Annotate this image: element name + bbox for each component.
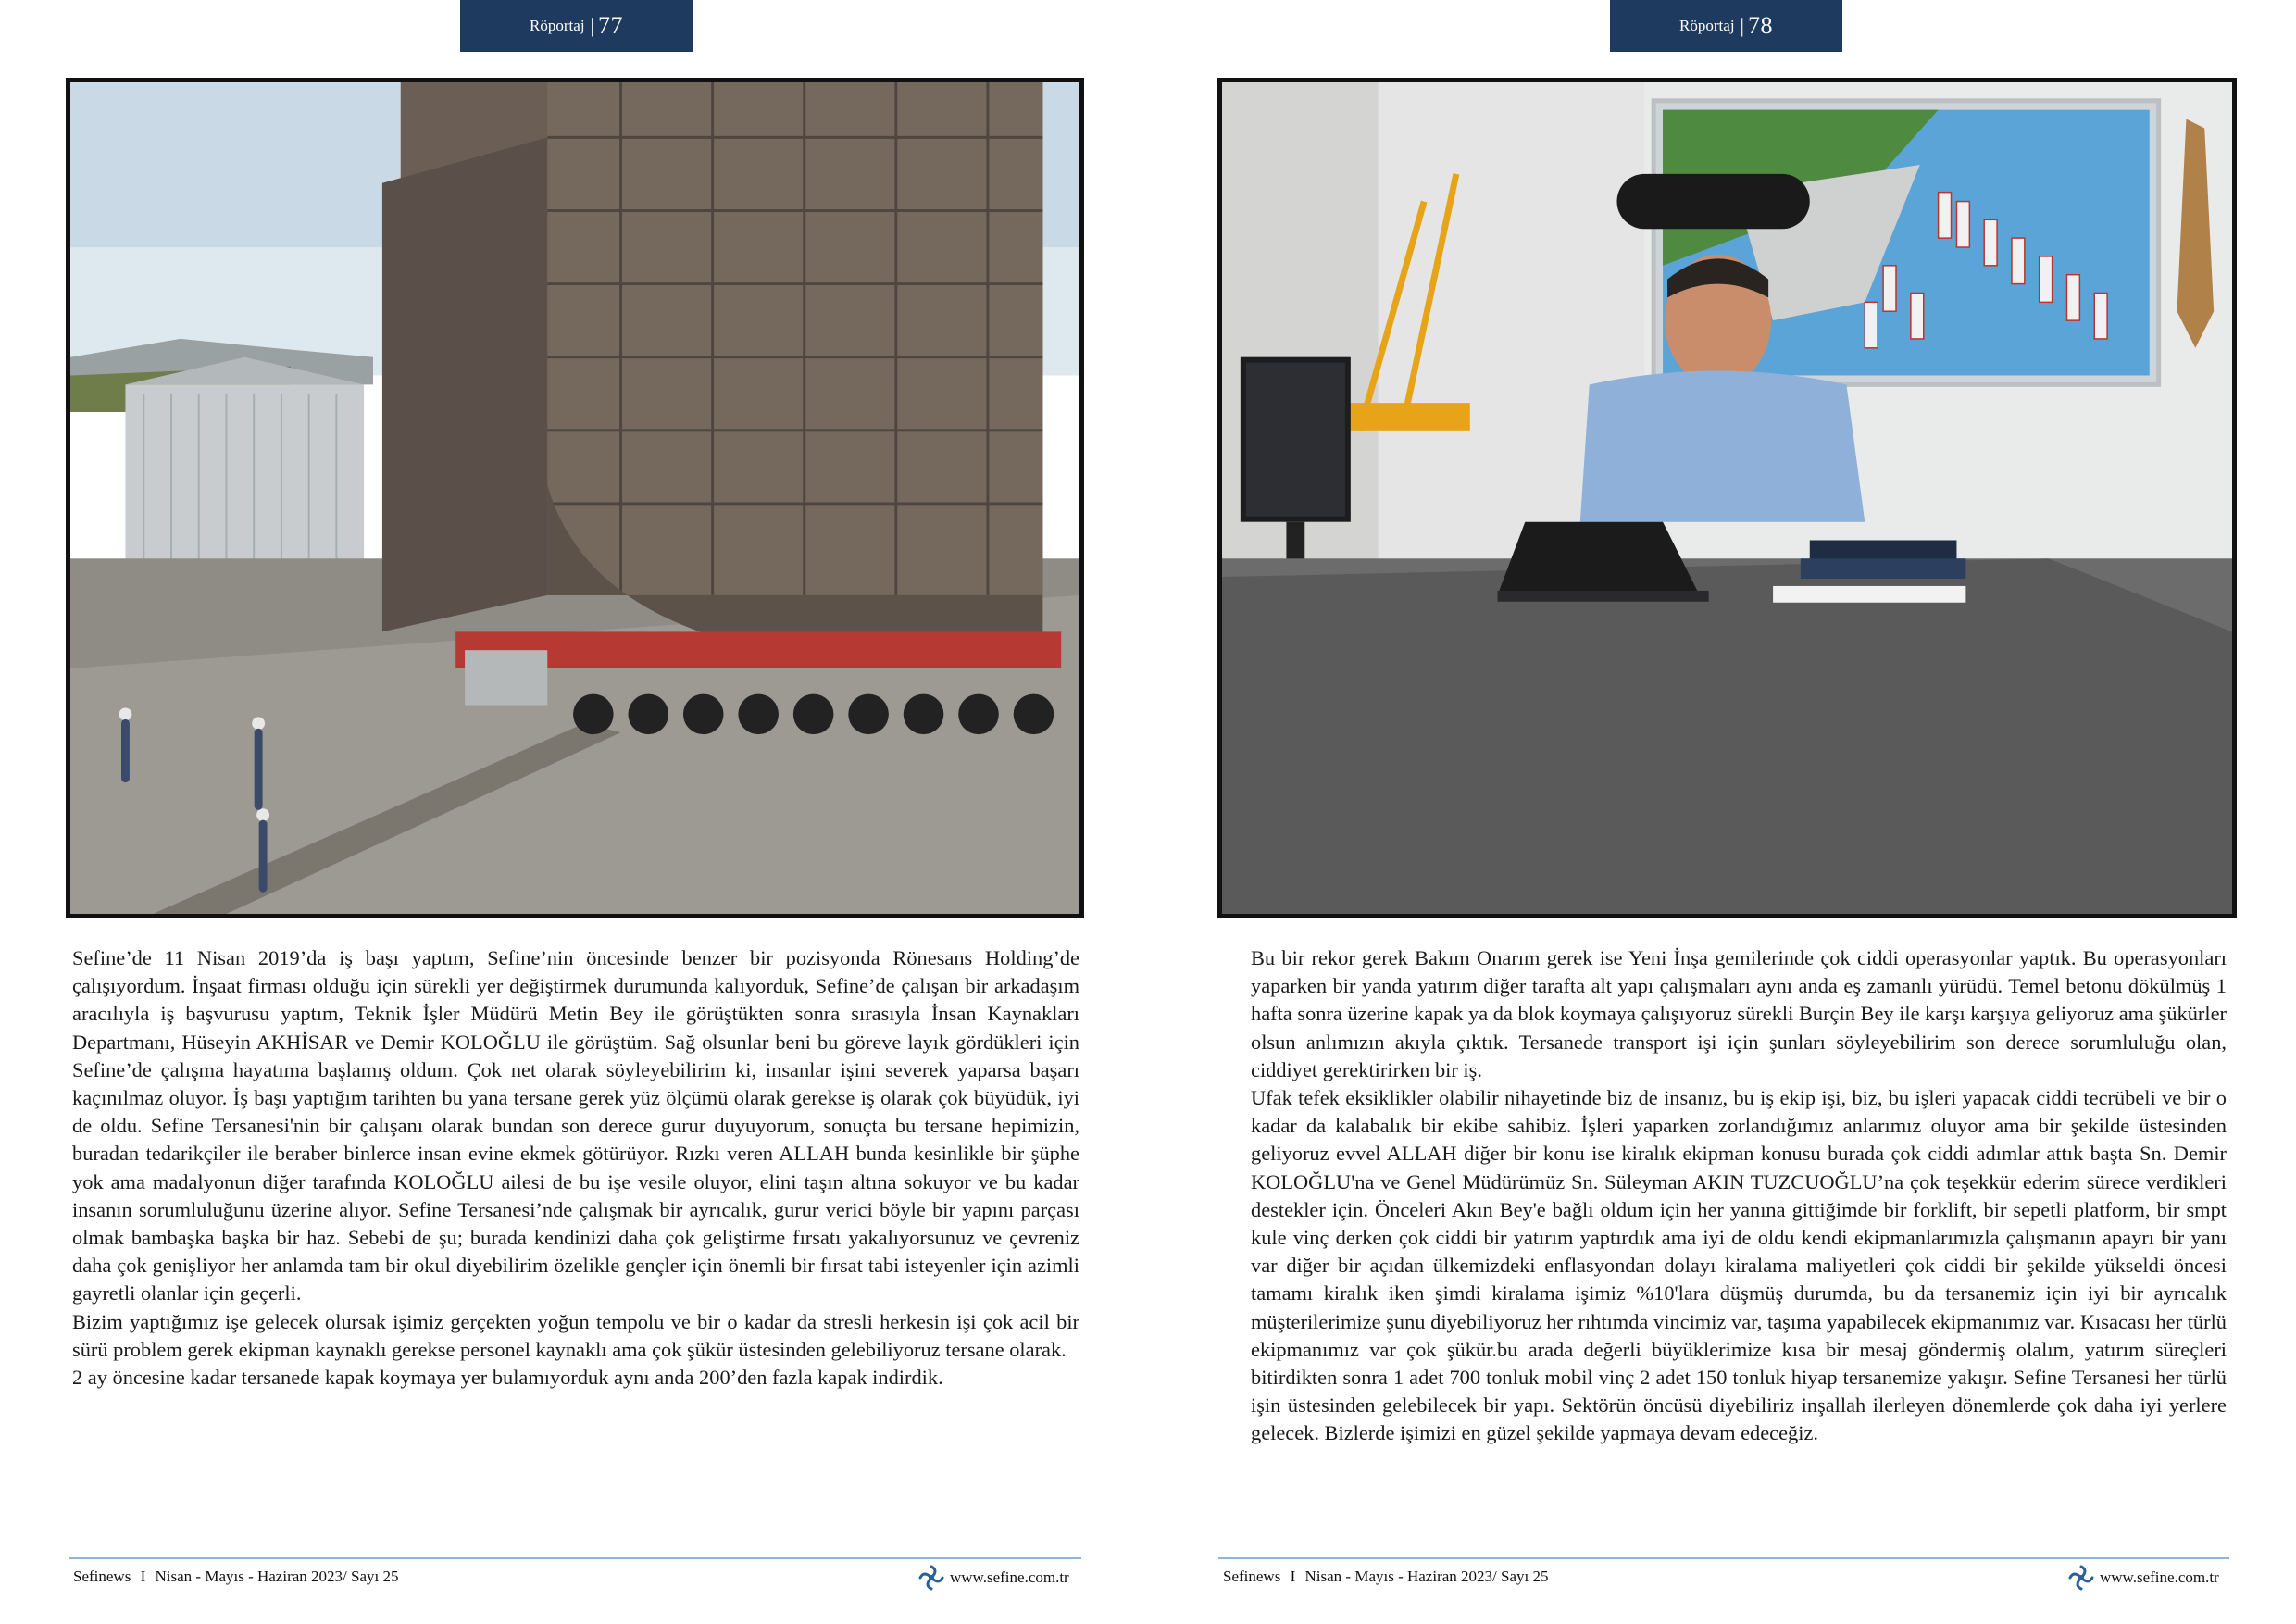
body-paragraph: Sefine’de 11 Nisan 2019’da iş başı yaptım, Sefine’nin öncesinde benzer bir pozisyonda Rönesans Holding’de çalışıyordum. İnşaat firması olduğu için sürekli yer değiştirmek durumunda kalıyorduk, Sefine’de çalışan bir arkadaşım aracılıyla iş başvurusu yaptım, Teknik İşler Müdürü Metin Bey ile görüştükten sonra sırasıyla İnsan Kaynakları Departmanı, Hüseyin AKHİSAR ve Demir KOLOĞLU ile görüştüm. Sağ olsunlar beni bu göreve layık gördükleri için Sefine’de çalışma hayatıma başlamış oldum. Çok net olarak söyleyebilirim ki, insanlar işini severek yaparsa başarı kaçınılmaz oluyor. İş başı yaptığım tarihten bu yana tersane gerek yüz ölçümü olarak gerekse iş olarak çok büyüdük, iyi de oldu. Sefine Tersanesi'nin bir çalışanı olarak bundan son derece gurur duyuyorum, sonuçta bu tersane hepimizin, buradan tedarikçiler ile beraber binlerce insan evine ekmek götürüyor. Rızkı veren ALLAH bunda kesinlikle bir şüphe yok ama madalyonun diğer tarafında KOLOĞLU ailesi de bu işe vesile oluyor, elini taşın altına sokuyor ve bu kadar insanın sorumluluğunu üzerine alıyor. Sefine Tersanesi’nde çalışmak bir ayrıcalık, gurur verici böyle bir yapını parçası olmak bambaşka başka bir haz. Sebebi de şu; burada kendinizi daha çok geliştirme fırsatı yakalıyorsunuz ve çevreniz daha çok genişliyor her anlamda tam bir okul diyebilirim özelikle gençler için önemli bir fırsat tabi isteyenler için azimli gayretli olanlar için geçerli. bbox=[72, 946, 1079, 1305]
article-body bbox=[1251, 944, 2227, 1448]
footer-website bbox=[917, 1563, 1069, 1593]
shipyard-photo bbox=[66, 78, 1084, 918]
article-body bbox=[72, 944, 1079, 1392]
footer-website bbox=[2066, 1563, 2219, 1593]
page-number: 78 bbox=[1747, 12, 1773, 39]
body-paragraph: Bu bir rekor gerek Bakım Onarım gerek ise Yeni İnşa gemilerinde çok ciddi operasyonlar yaptık. Bu operasyonları yaparken bir yanda yatırım diğer tarafta alt yapı çalışmaları aynı anda eş zamanlı yürüdü. Temel betonu dökülmüş 1 hafta sonra üzerine kapak ya da blok koymaya çalışıyoruz sürekli Burçin Bey ile karşı karşıya geliyoruz ama şükürler olsun anlımızın akıyla çıktık. Tersanede transport işi için şunları söyleyebilirim son derece sorumluluğu olan, ciddiyet gerektirirken bir iş. bbox=[1251, 946, 2227, 1081]
office-photo-illustration bbox=[1222, 82, 2232, 914]
tab-separator: | bbox=[590, 14, 594, 37]
section-tab bbox=[1610, 0, 1842, 52]
right-page bbox=[1148, 0, 2296, 1624]
footer-divider bbox=[1218, 1557, 2229, 1559]
website-link[interactable]: www.sefine.com.tr bbox=[950, 1568, 1069, 1586]
tab-separator: | bbox=[1740, 14, 1744, 37]
section-label: Röportaj bbox=[1679, 17, 1735, 34]
body-paragraph: Ufak tefek eksiklikler olabilir nihayetinde biz de insanız, bu iş ekip işi, biz, bu işleri yapacak ciddi tecrübeli ve bir o kadar da kalabalık bir ekibe sahibiz. İşleri yaparken zorlandığımız anlarımız oluyor ama bir şekilde üstesinden geliyoruz evvel ALLAH diğer bir konu ise kiralık ekipman konusu burada çok ciddi adımlar attık başta Sn. Demir KOLOĞLU'na ve Genel Müdürümüz Sn. Süleyman AKIN TUZCUOĞLU’na çok teşekkür ederim sürece verdikleri destekler için. Önceleri Akın Bey'e bağlı oldum için her yanına gittiğimde bir forklift, bir sepetli platform, bir smpt kule vinç derken çok ciddi bir yatırım yaptırdık ama iyi de oldu kendi ekipmanlarımızla çalışmanın apayrı bir yanı var diğer bir açıdan ülkemizdeki enflasyondan dolayı kiralama maliyetleri çok ciddi bir şekilde yükseldi öncesi tamamı kiralık iken şimdi kiralama işimiz %10'lara düşmüş durumda, bu da tersanemiz için iyi bir ayrıcalık müşterilerimize şunu diyebiliyoruz her rıhtımda vincimiz var, taşıma yapabilecek ekipmanımız var. Kısacası her türlü ekipmanımız var çok şükür.bu arada değerli büyüklerimize kısa bir mesaj göndermiş olalım, yatırım süreçleri bitirdikten sonra 1 adet 700 tonluk mobil vinç 2 adet 150 tonluk hiyap tersanemize yakışır. Sefine Tersanesi her türlü işin üstesinden gelebilecek bir yapı. Sektörün öncüsü diyebiliriz inşallah ilerleyen dönemlerde çok daha iyi yerlere gelecek. Bizlerde işimizi en güzel şekilde yapmaya devam edeceğiz. bbox=[1251, 1086, 2227, 1445]
publication-name: Sefinews bbox=[1223, 1568, 1281, 1585]
body-paragraph: 2 ay öncesine kadar tersanede kapak koymaya yer bulamıyorduk aynı anda 200’den fazla kapak indirdik. bbox=[72, 1366, 943, 1390]
footer-publication bbox=[1223, 1568, 1548, 1586]
publication-name: Sefinews bbox=[73, 1568, 131, 1585]
footer-separator: I bbox=[1290, 1568, 1296, 1585]
sefine-logo-icon bbox=[917, 1563, 946, 1593]
website-link[interactable]: www.sefine.com.tr bbox=[2100, 1568, 2219, 1586]
section-tab bbox=[460, 0, 693, 52]
footer-separator: I bbox=[140, 1568, 146, 1585]
footer-publication bbox=[73, 1568, 398, 1586]
issue-info: Nisan - Mayıs - Haziran 2023/ Sayı 25 bbox=[1304, 1568, 1549, 1585]
section-label: Röportaj bbox=[530, 17, 585, 34]
body-paragraph: Bizim yaptığımız işe gelecek olursak işimiz gerçekten yoğun tempolu ve bir o kadar da stresli herkesin işi çok acil bir sürü problem gerek ekipman kaynaklı gerekse personel kaynaklı ama çok şükür üstesinden gelebiliyoruz tersane olarak. bbox=[72, 1309, 1079, 1361]
issue-info: Nisan - Mayıs - Haziran 2023/ Sayı 25 bbox=[155, 1568, 399, 1585]
sefine-logo-icon bbox=[2066, 1563, 2096, 1593]
footer-divider bbox=[69, 1557, 1081, 1559]
shipyard-photo-illustration bbox=[70, 82, 1079, 914]
page-number: 77 bbox=[597, 12, 623, 39]
office-photo bbox=[1217, 78, 2237, 918]
